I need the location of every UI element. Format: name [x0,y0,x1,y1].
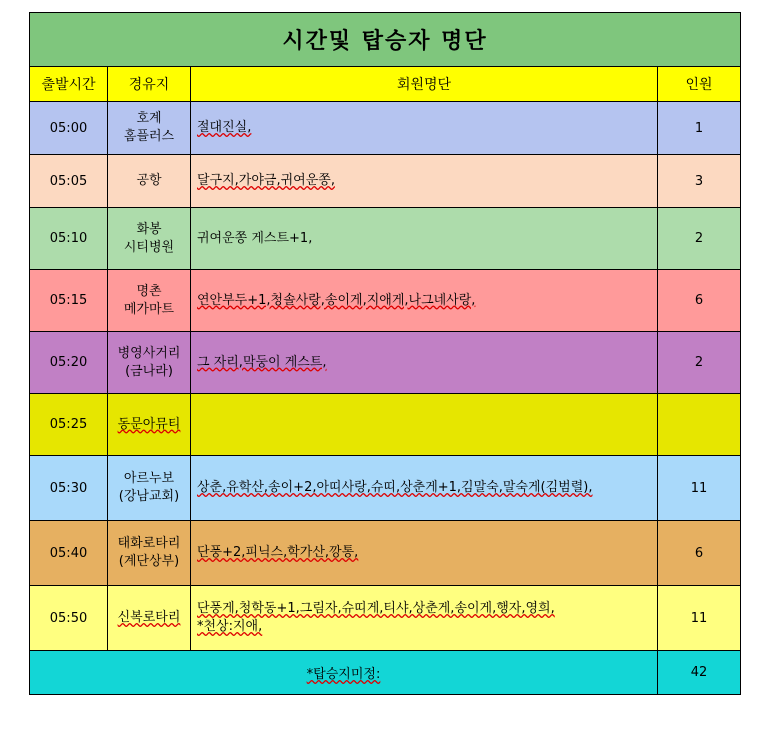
names-line: 단풍게,청학동+1,그림자,슈띠게,티샤,상춘게,송이게,행자,영희, [197,601,555,616]
table-row [30,521,741,586]
page-title: 시간및 탑승자 명단 [30,13,741,67]
departure-time: 05:50 [30,586,108,651]
header-count: 인원 [658,67,741,102]
departure-time: 05:40 [30,521,108,586]
member-names [191,270,658,332]
member-names [191,521,658,586]
total-count: 42 [658,651,741,695]
table-row [30,456,741,521]
names-line: 달구지,가야금,귀여운쫑, [197,173,335,188]
member-count [658,394,741,456]
member-count: 11 [658,586,741,651]
stop-line: 아르누보 [123,471,175,486]
member-names [191,208,658,270]
stop-line: 명촌 [136,283,162,299]
member-names [191,155,658,208]
member-count: 2 [658,208,741,270]
names-line: 연안부두+1,청솔사랑,송이게,지애게,나그네사랑, [197,292,476,308]
member-names [191,586,658,651]
names-line: 단풍+2,피닉스,학가산,깡통, [197,545,359,560]
table-row [30,102,741,155]
stop-name [108,521,191,586]
total-label [30,651,658,695]
header-departure-time: 출발시간 [30,67,108,102]
stop-line: 호계 [136,111,162,126]
stop-line: (계단상부) [118,554,180,569]
stop-line: 신복로타리 [117,610,181,625]
stop-name [108,155,191,208]
stop-line: 시티병원 [123,239,175,255]
member-names [191,456,658,521]
table-row [30,586,741,651]
header-member-list: 회원명단 [191,67,658,102]
boarding-list-table [29,12,741,695]
stop-line: 홈플러스 [123,129,175,144]
header-stop: 경유지 [108,67,191,102]
stop-line: (강남교회) [118,489,180,504]
member-count: 3 [658,155,741,208]
member-count: 1 [658,102,741,155]
stop-line: 공항 [136,173,162,188]
names-line: 그 자리,막둥이 게스트, [197,354,327,370]
member-count: 6 [658,521,741,586]
stop-line: 화봉 [136,221,162,237]
table-row [30,332,741,394]
member-count: 11 [658,456,741,521]
stop-line: (금나라) [125,363,173,379]
stop-line: 동문아뮤티 [117,416,181,432]
member-names [191,394,658,456]
total-row [30,651,741,695]
stop-line: 병영사거리 [117,345,181,361]
total-label-text: *탑승지미정: [306,667,381,682]
names-line: 상춘,유학산,송이+2,아띠사랑,슈띠,상춘게+1,김말숙,말숙게(김범렬), [197,480,593,495]
stop-name [108,332,191,394]
departure-time: 05:15 [30,270,108,332]
departure-time: 05:30 [30,456,108,521]
stop-name [108,208,191,270]
names-line: 귀여운쫑 게스트+1, [197,230,313,246]
table-row [30,394,741,456]
departure-time: 05:20 [30,332,108,394]
table-row [30,155,741,208]
stop-name [108,456,191,521]
stop-line: 메가마트 [123,301,175,317]
stop-name [108,394,191,456]
stop-name [108,102,191,155]
member-names [191,102,658,155]
member-count: 6 [658,270,741,332]
departure-time: 05:00 [30,102,108,155]
table-row [30,270,741,332]
member-count: 2 [658,332,741,394]
stop-name [108,586,191,651]
member-names [191,332,658,394]
stop-name [108,270,191,332]
departure-time: 05:25 [30,394,108,456]
names-line: *천상:지애, [197,619,263,634]
table-row [30,208,741,270]
names-line: 절대진실, [197,120,252,135]
stop-line: 태화로타리 [117,536,181,551]
departure-time: 05:05 [30,155,108,208]
departure-time: 05:10 [30,208,108,270]
